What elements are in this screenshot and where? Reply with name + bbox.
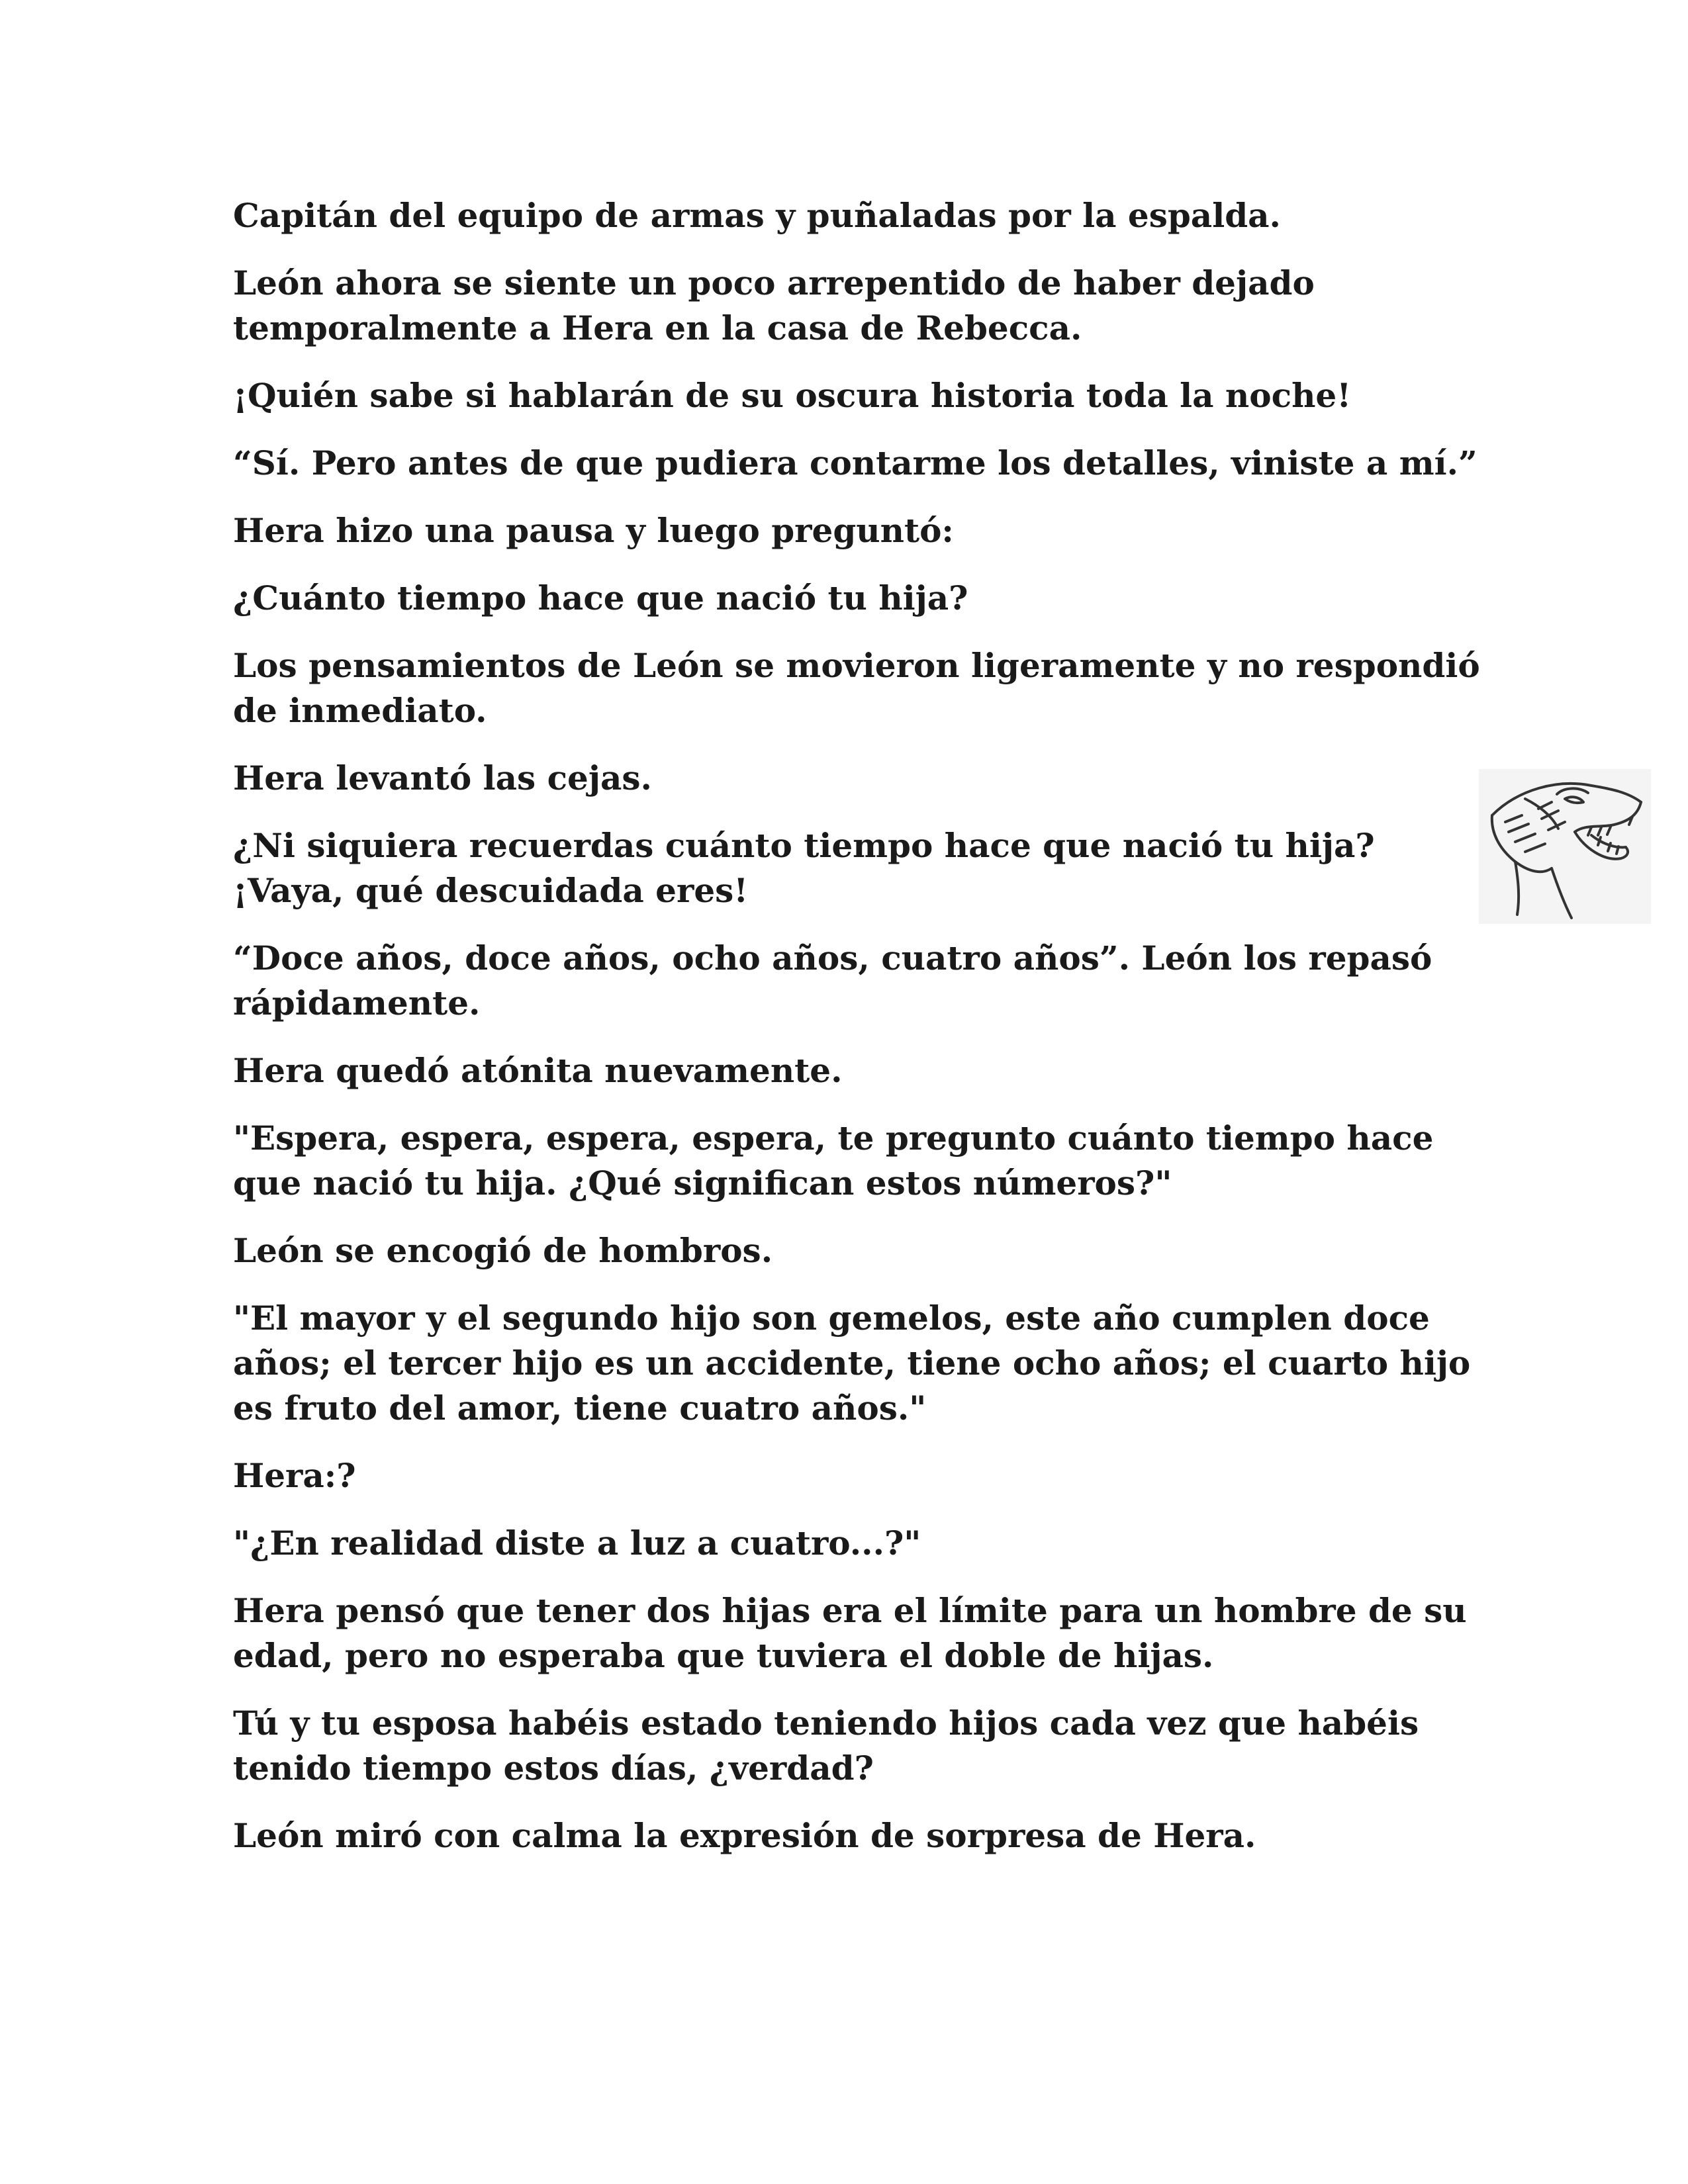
text-body — [233, 193, 1491, 1881]
paragraph-11: Hera quedó atónita nuevamente. — [233, 1051, 843, 1090]
paragraph-10: “Doce años, doce años, ocho años, cuatro años”. León los repasó rápidamente. — [233, 938, 1432, 1023]
paragraph-8: Hera levantó las cejas. — [233, 758, 652, 797]
paragraph-9: ¿Ni siquiera recuerdas cuánto tiempo hace que nació tu hija? ¡Vaya, qué descuidada eres! — [233, 826, 1375, 910]
paragraph-13: León se encogió de hombros. — [233, 1231, 773, 1270]
paragraph-16: "¿En realidad diste a luz a cuatro...?" — [233, 1524, 921, 1563]
paragraph-1: Capitán del equipo de armas y puñaladas por la espalda. — [233, 196, 1281, 235]
paragraph-12: "Espera, espera, espera, espera, te pregunto cuánto tiempo hace que nació tu hija. ¿Qué significan estos números?" — [233, 1118, 1434, 1203]
paragraph-18: Tú y tu esposa habéis estado teniendo hijos cada vez que habéis tenido tiempo estos días, ¿verdad? — [233, 1704, 1419, 1788]
paragraph-15: Hera:? — [233, 1456, 356, 1495]
paragraph-5: Hera hizo una pausa y luego preguntó: — [233, 511, 954, 550]
paragraph-2: León ahora se siente un poco arrepentido de haber dejado temporalmente a Hera en la casa de Rebecca. — [233, 263, 1315, 347]
paragraph-3: ¡Quién sabe si hablarán de su oscura historia toda la noche! — [233, 376, 1352, 415]
paragraph-7: Los pensamientos de León se movieron ligeramente y no respondió de inmediato. — [233, 646, 1480, 730]
paragraph-6: ¿Cuánto tiempo hace que nació tu hija? — [233, 578, 968, 617]
paragraph-19: León miró con calma la expresión de sorpresa de Hera. — [233, 1816, 1256, 1855]
paragraph-17: Hera pensó que tener dos hijas era el límite para un hombre de su edad, pero no esperaba que tuviera el doble de hijas. — [233, 1591, 1467, 1675]
paragraph-14: "El mayor y el segundo hijo son gemelos, este año cumplen doce años; el tercer hijo es un accidente, tiene ocho años; el cuarto hijo es fruto del amor, tiene cuatro años." — [233, 1298, 1471, 1428]
dinosaur-head-icon — [1479, 769, 1651, 924]
paragraph-4: “Sí. Pero antes de que pudiera contarme los detalles, viniste a mí.” — [233, 443, 1477, 482]
